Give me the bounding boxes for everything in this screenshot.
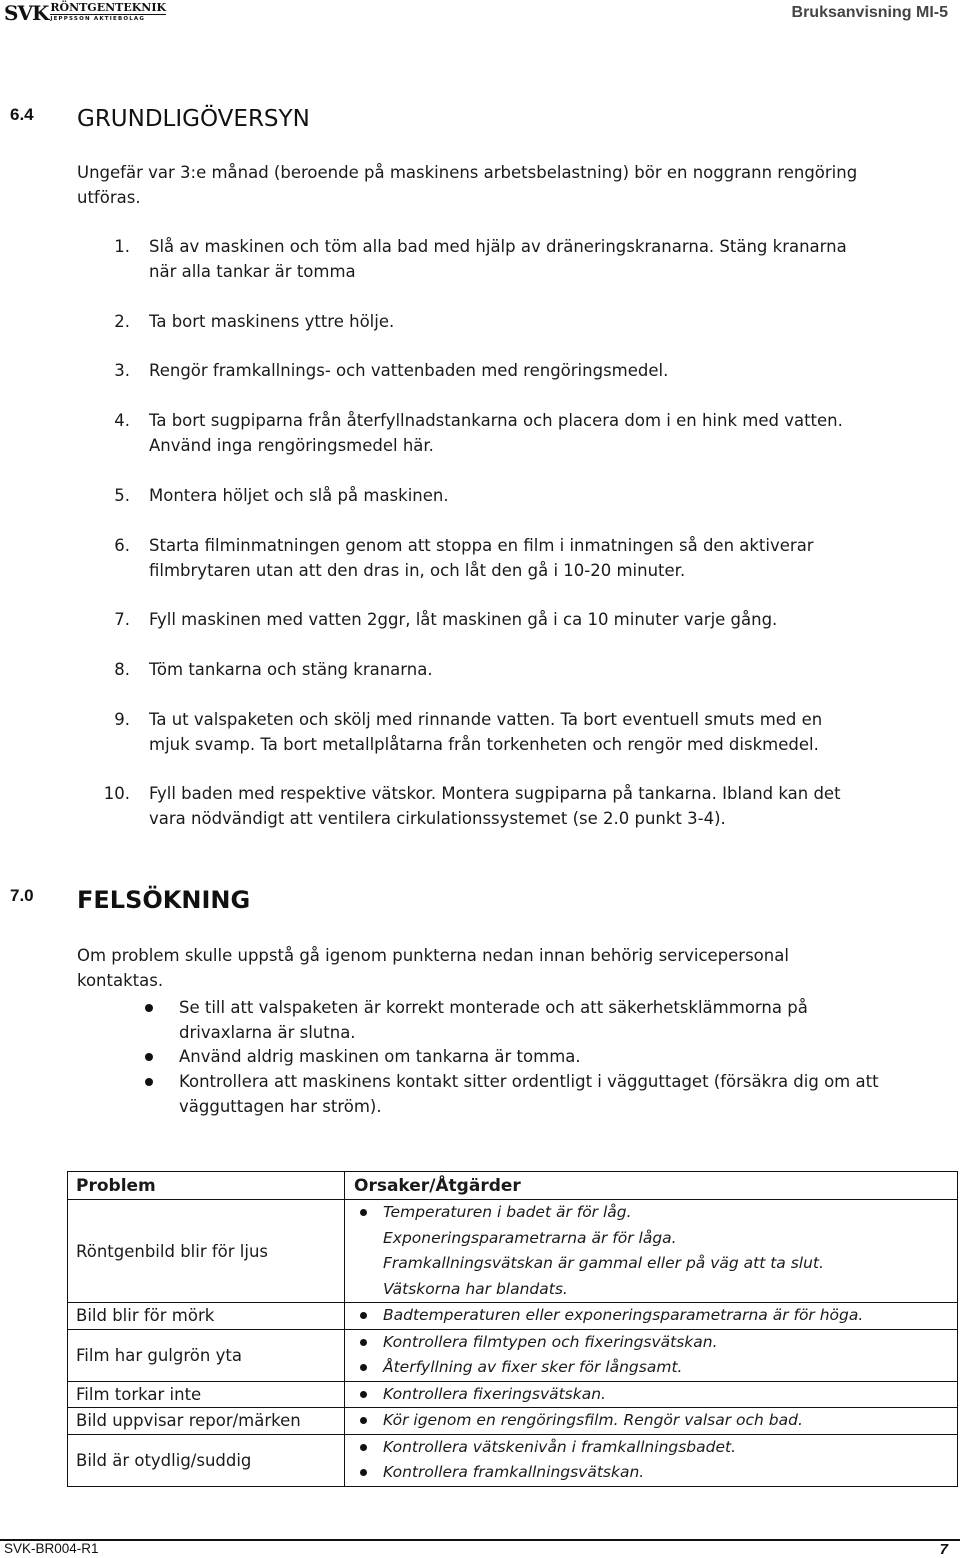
bullet-icon bbox=[145, 1004, 153, 1012]
logo-svk-text: SVK bbox=[4, 1, 49, 25]
table-header-row bbox=[68, 1172, 958, 1200]
page-number: 7 bbox=[939, 1541, 948, 1558]
causes-cell: Badtemperaturen eller exponeringsparametrarna är för höga. bbox=[345, 1303, 958, 1330]
table-row bbox=[68, 1303, 958, 1330]
causes-cell: Kontrollera fixeringsvätskan. bbox=[345, 1381, 958, 1408]
logo-subtitle-text: JEPPSSON AKTIEBOLAG bbox=[50, 16, 146, 22]
logo-rontgenteknik-text: RÖNTGENTEKNIK bbox=[50, 1, 167, 14]
section-intro: Om problem skulle uppstå gå igenom punkterna nedan innan behörig servicepersonal kontaktas. bbox=[77, 946, 789, 990]
problem-cell: Bild uppvisar repor/märken bbox=[68, 1408, 345, 1435]
column-header-causes: Orsaker/Åtgärder bbox=[345, 1172, 958, 1200]
page-footer bbox=[0, 1527, 960, 1557]
table-row bbox=[68, 1381, 958, 1408]
problem-cell: Film torkar inte bbox=[68, 1381, 345, 1408]
company-logo bbox=[4, 2, 166, 24]
table-row bbox=[68, 1329, 958, 1381]
column-header-problem: Problem bbox=[68, 1172, 345, 1200]
causes-cell: Kontrollera filmtypen och fixeringsvätskan. Återfyllning av fixer sker för långsamt. bbox=[345, 1329, 958, 1381]
document-title: Bruksanvisning MI-5 bbox=[791, 4, 948, 21]
causes-cell: Kör igenom en rengöringsfilm. Rengör valsar och bad. bbox=[345, 1408, 958, 1435]
document-id: SVK-BR004-R1 bbox=[4, 1541, 99, 1556]
section-number: 7.0 bbox=[10, 886, 34, 905]
causes-cell: Kontrollera vätskenivån i framkallningsbadet. Kontrollera framkallningsvätskan. bbox=[345, 1434, 958, 1486]
causes-cell: Temperaturen i badet är för låg. Exponeringsparametrarna är för låga. Framkallningsvätskan är gammal eller på väg att ta slut. Vätskorna har blandats. bbox=[345, 1200, 958, 1303]
bullet-icon bbox=[145, 1053, 153, 1061]
section-title: GRUNDLIGÖVERSYN bbox=[77, 106, 310, 132]
section-title: FELSÖKNING bbox=[77, 886, 251, 914]
troubleshooting-table bbox=[67, 1171, 958, 1487]
problem-cell: Röntgenbild blir för ljus bbox=[68, 1200, 345, 1303]
bullet-icon bbox=[145, 1078, 153, 1086]
section-number: 6.4 bbox=[10, 105, 34, 124]
table-row bbox=[68, 1408, 958, 1435]
problem-cell: Bild blir för mörk bbox=[68, 1303, 345, 1330]
section-intro: Ungefär var 3:e månad (beroende på maskinens arbetsbelastning) bör en noggrann rengöring utföras. bbox=[77, 163, 858, 207]
footer-divider bbox=[0, 1539, 960, 1541]
problem-cell: Bild är otydlig/suddig bbox=[68, 1434, 345, 1486]
table-row bbox=[68, 1434, 958, 1486]
page-header bbox=[0, 0, 960, 26]
problem-cell: Film har gulgrön yta bbox=[68, 1329, 345, 1381]
table-row bbox=[68, 1200, 958, 1303]
